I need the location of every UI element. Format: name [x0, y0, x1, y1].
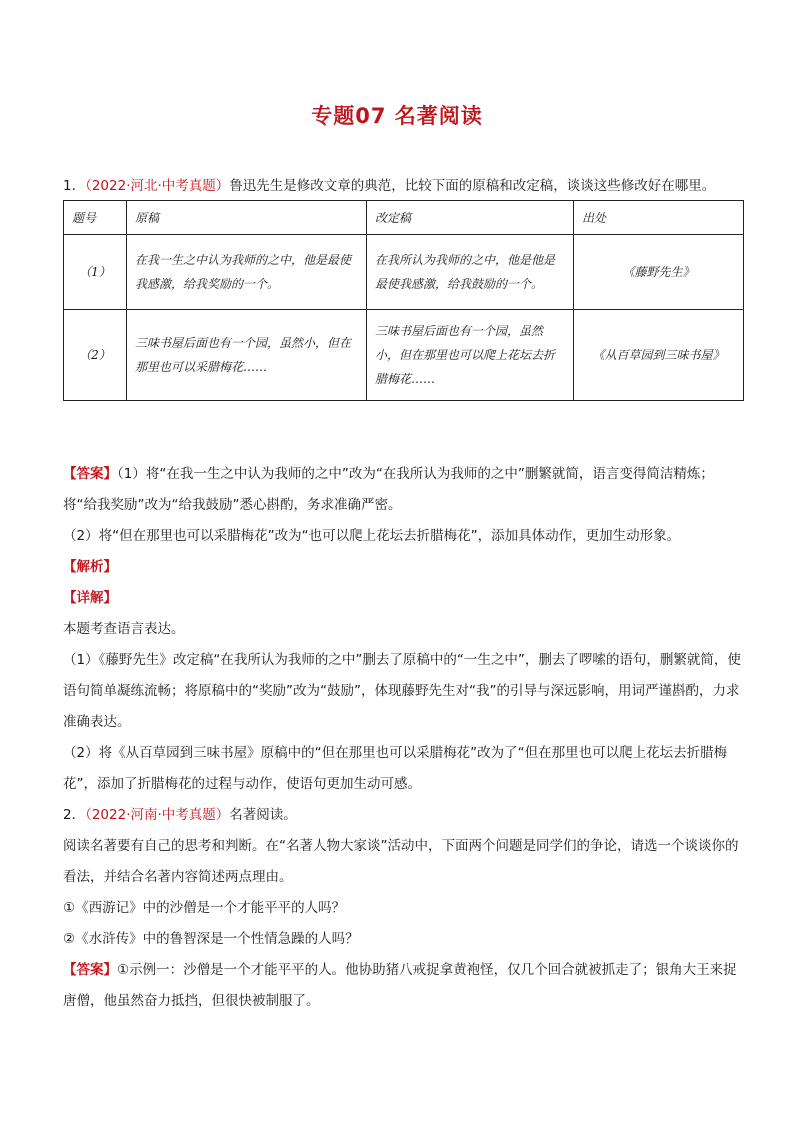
- table-header-cell: 原稿: [127, 201, 367, 235]
- answer-line-1: 【答案】（1）将“在我一生之中认为我师的之中”改为“在我所认为我师的之中”删繁就简，语言变得简洁精炼；将“给我奖励”改为“给我鼓励”悉心斟酌，务求准确严密。: [63, 466, 714, 513]
- table-header-cell: 出处: [574, 201, 744, 235]
- table-header-row: [64, 201, 744, 235]
- row-number: （2）: [64, 310, 127, 401]
- table-row: [64, 235, 744, 310]
- question-2-answer: 【答案】①示例一：沙僧是一个才能平平的人。他协助猪八戒捉拿黄袍怪，仅几个回合就被抓走了；银角大王来捉唐僧，他虽然奋力抵挡，但很快被制服了。: [63, 962, 737, 1009]
- question-number: 1．: [63, 178, 86, 194]
- table-header-cell: 改定稿: [367, 201, 574, 235]
- table-header-cell: 题号: [64, 201, 127, 235]
- original-text: 三味书屋后面也有一个园，虽然小，但在那里也可以采腊梅花……: [127, 310, 367, 401]
- question-number: 2．: [63, 807, 86, 823]
- table-row: [64, 310, 744, 401]
- answer-label: 【答案】: [63, 962, 117, 978]
- original-text: 在我一生之中认为我师的之中，他是最使我感激，给我奖励的一个。: [127, 235, 367, 310]
- answer-line-2: （2）将“但在那里也可以采腊梅花”改为“也可以爬上花坛去折腊梅花”，添加具体动作，更加生动形象。: [63, 528, 681, 544]
- answer-block: [63, 459, 743, 1017]
- question-2-intro: 阅读名著要有自己的思考和判断。在“名著人物大家谈”活动中，下面两个问题是同学们的争论，请选一个谈谈你的看法，并结合名著内容简述两点理由。: [63, 838, 739, 885]
- source-text: 《藤野先生》: [574, 235, 744, 310]
- source-text: 《从百草园到三味书屋》: [574, 310, 744, 401]
- revised-text: 在我所认为我师的之中，他是他是最使我感激，给我鼓励的一个。: [367, 235, 574, 310]
- detail-paragraph-2: （2）将《从百草园到三味书屋》原稿中的“但在那里也可以采腊梅花”改为了“但在那里也可以爬上花坛去折腊梅花”，添加了折腊梅花的过程与动作，使语句更加生动可感。: [63, 745, 728, 792]
- question-2-stem: [63, 800, 743, 831]
- question-2-item-2: ②《水浒传》中的鲁智深是一个性情急躁的人吗？: [63, 931, 359, 947]
- analysis-label: 【解析】: [63, 559, 117, 575]
- page-title: 专题07 名著阅读: [311, 104, 483, 128]
- comparison-table: [63, 200, 744, 401]
- question-source: （2022·河南·中考真题）: [85, 807, 230, 823]
- question-text: 名著阅读。: [229, 807, 297, 823]
- answer-label: 【答案】: [63, 466, 117, 482]
- detail-label: 【详解】: [63, 590, 117, 606]
- revised-text: 三味书屋后面也有一个园，虽然小，但在那里也可以爬上花坛去折腊梅花……: [367, 310, 574, 401]
- detail-paragraph-1: （1）《藤野先生》改定稿“在我所认为我师的之中”删去了原稿中的“一生之中”，删去了啰嗦的语句，删繁就简，使语句简单凝练流畅；将原稿中的“奖励”改为“鼓励”，体现藤野先生对“我”的引导与深远影响，用词严谨斟酌，力求准确表达。: [63, 652, 741, 730]
- question-source: （2022·河北·中考真题）: [85, 178, 230, 194]
- question-2-item-1: ①《西游记》中的沙僧是一个才能平平的人吗？: [63, 900, 346, 916]
- question-1-stem: [63, 173, 743, 199]
- detail-intro: 本题考查语言表达。: [63, 621, 185, 637]
- question-text: 鲁迅先生是修改文章的典范，比较下面的原稿和改定稿，谈谈这些修改好在哪里。: [229, 178, 716, 194]
- row-number: （1）: [64, 235, 127, 310]
